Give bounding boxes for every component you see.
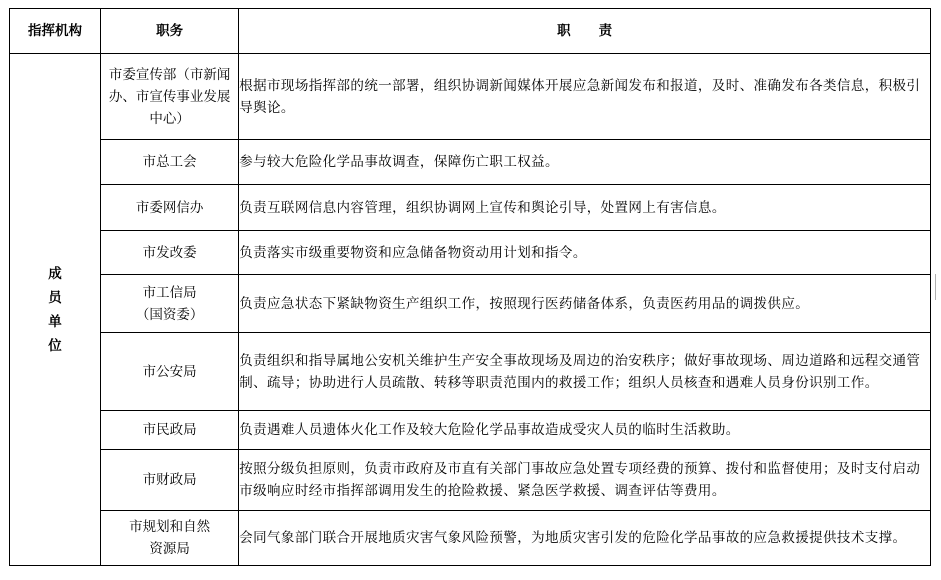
table-row (10, 450, 931, 511)
table-row (10, 511, 931, 566)
role-cell: 市规划和自然资源局 (101, 511, 239, 566)
role-cell: 市民政局 (101, 411, 239, 450)
role-cell: 市委网信办 (101, 185, 239, 231)
table-row (10, 185, 931, 231)
duty-table (9, 8, 931, 566)
role-cell: 市财政局 (101, 450, 239, 511)
group-cell (10, 54, 101, 566)
header-role: 职务 (101, 9, 239, 54)
table-row (10, 54, 931, 140)
duty-cell: 负责遇难人员遗体火化工作及较大危险化学品事故造成受灾人员的临时生活救助。 (239, 411, 931, 450)
role-cell: 市公安局 (101, 333, 239, 411)
duty-cell: 负责落实市级重要物资和应急储备物资动用计划和指令。 (239, 231, 931, 275)
header-duty-label: 职责 (557, 23, 641, 39)
duty-cell: 负责互联网信息内容管理，组织协调网上宣传和舆论引导，处置网上有害信息。 (239, 185, 931, 231)
role-cell: 市委宣传部（市新闻办、市宣传事业发展中心） (101, 54, 239, 140)
table-row (10, 411, 931, 450)
table-row (10, 140, 931, 185)
table-header-row (10, 9, 931, 54)
duty-cell: 参与较大危险化学品事故调查，保障伤亡职工权益。 (239, 140, 931, 185)
role-cell: 市发改委 (101, 231, 239, 275)
header-org: 指挥机构 (10, 9, 101, 54)
table-row (10, 333, 931, 411)
group-label: 成员单位 (48, 265, 62, 354)
role-cell: 市工信局（国资委） (101, 275, 239, 333)
table-row (10, 275, 931, 333)
page-edge-divider (935, 274, 941, 300)
duty-cell: 会同气象部门联合开展地质灾害气象风险预警，为地质灾害引发的危险化学品事故的应急救援提供技术支撑。 (239, 511, 931, 566)
header-duty (239, 9, 931, 54)
duty-cell: 负责组织和指导属地公安机关维护生产安全事故现场及周边的治安秩序；做好事故现场、周边道路和远程交通管制、疏导；协助进行人员疏散、转移等职责范围内的救援工作；组织人员核查和遇难人员身份识别工作。 (239, 333, 931, 411)
duty-cell: 按照分级负担原则，负责市政府及市直有关部门事故应急处置专项经费的预算、拨付和监督使用；及时支付启动市级响应时经市指挥部调用发生的抢险救援、紧急医学救援、调查评估等费用。 (239, 450, 931, 511)
duty-cell: 负责应急状态下紧缺物资生产组织工作，按照现行医药储备体系，负责医药用品的调拨供应。 (239, 275, 931, 333)
duty-cell: 根据市现场指挥部的统一部署，组织协调新闻媒体开展应急新闻发布和报道，及时、准确发布各类信息，积极引导舆论。 (239, 54, 931, 140)
role-cell: 市总工会 (101, 140, 239, 185)
table-row (10, 231, 931, 275)
